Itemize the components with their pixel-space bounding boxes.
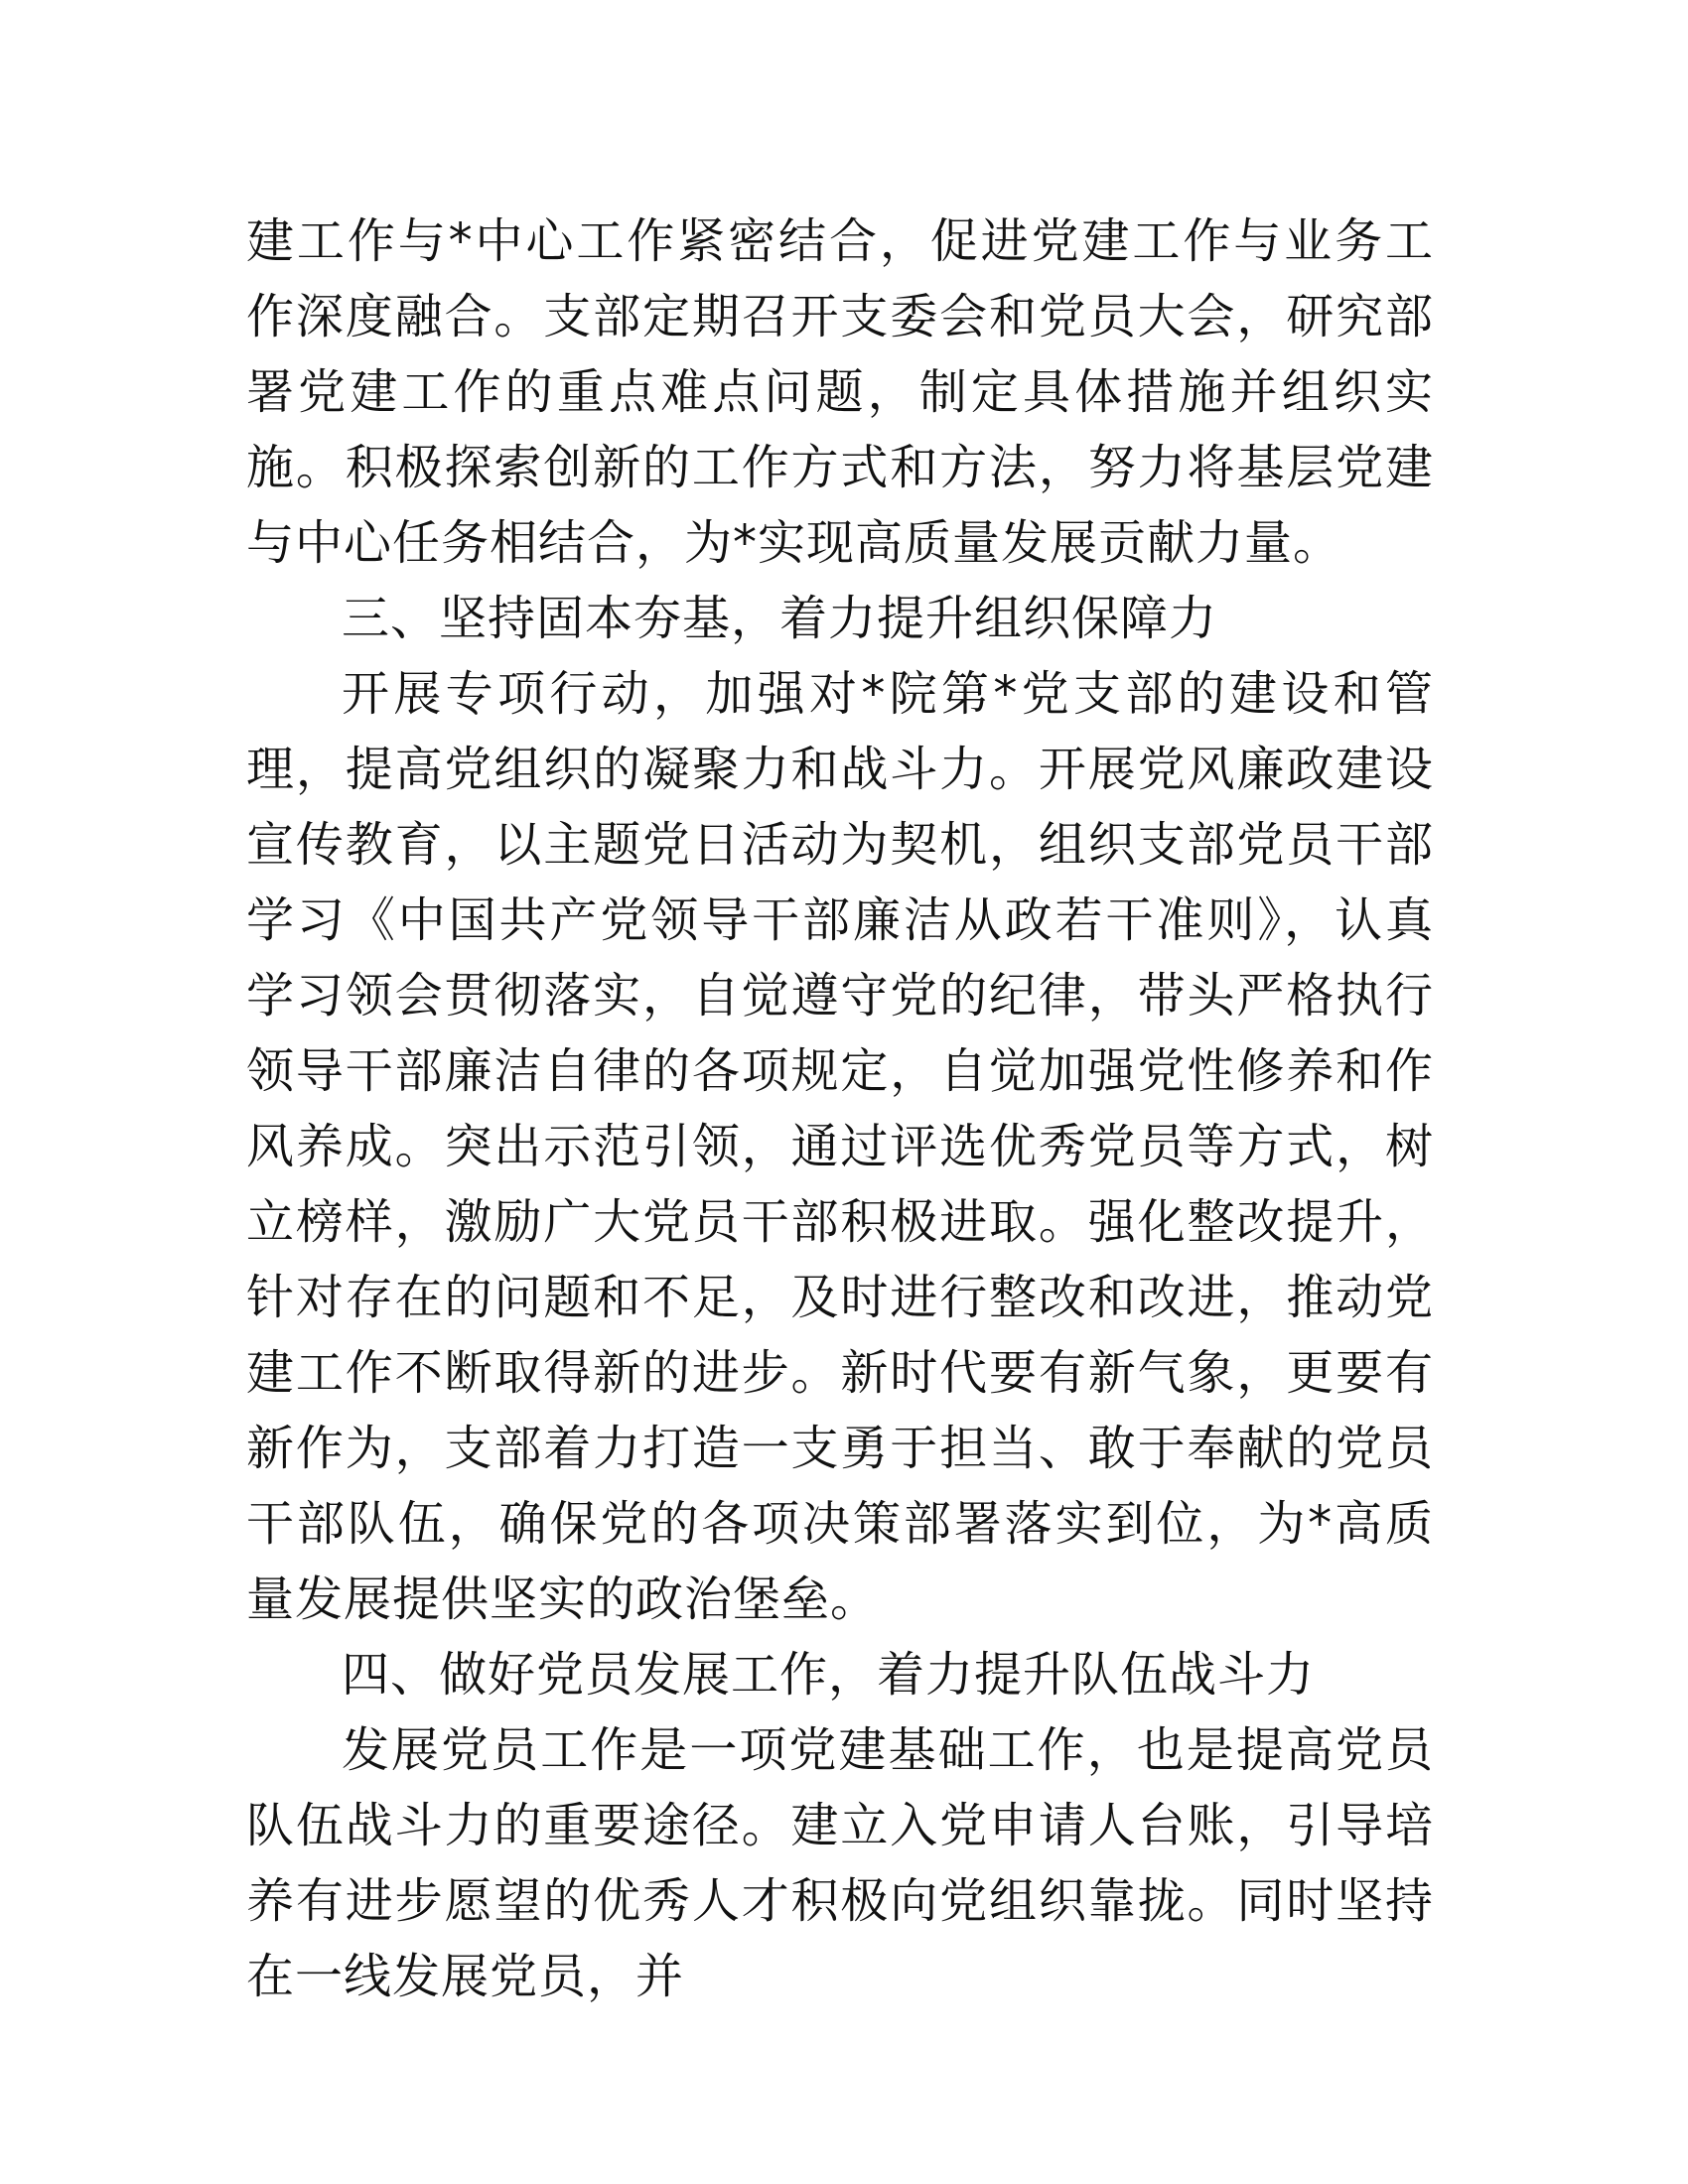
section-4-body: 发展党员工作是一项党建基础工作，也是提高党员队伍战斗力的重要途径。建立入党申请人台账，引导培养有进步愿望的优秀人才积极向党组织靠拢。同时坚持在一线发展党员，并 xyxy=(246,1722,1434,2004)
continuation-paragraph: 建工作与*中心工作紧密结合，促进党建工作与业务工作深度融合。支部定期召开支委会和党员大会，研究部署党建工作的重点难点问题，制定具体措施并组织实施。积极探索创新的工作方式和方法，努力将基层党建与中心任务相结合，为*实现高质量发展贡献力量。 xyxy=(246,213,1434,571)
section-heading-3: 三、坚持固本夯基，着力提升组织保障力 xyxy=(342,591,1218,646)
section-heading-4: 四、做好党员发展工作，着力提升队伍战斗力 xyxy=(342,1647,1316,1703)
document-page xyxy=(246,204,1434,2014)
section-3-body: 开展专项行动，加强对*院第*党支部的建设和管理，提高党组织的凝聚力和战斗力。开展党风廉政建设宣传教育，以主题党日活动为契机，组织支部党员干部学习《中国共产党领导干部廉洁从政若干准则》，认真学习领会贯彻落实，自觉遵守党的纪律，带头严格执行领导干部廉洁自律的各项规定，自觉加强党性修养和作风养成。突出示范引领，通过评选优秀党员等方式，树立榜样，激励广大党员干部积极进取。强化整改提升，针对存在的问题和不足，及时进行整改和改进，推动党建工作不断取得新的进步。新时代要有新气象，更要有新作为，支部着力打造一支勇于担当、敢于奉献的党员干部队伍，确保党的各项决策部署落实到位，为*高质量发展提供坚实的政治堡垒。 xyxy=(246,666,1434,1627)
